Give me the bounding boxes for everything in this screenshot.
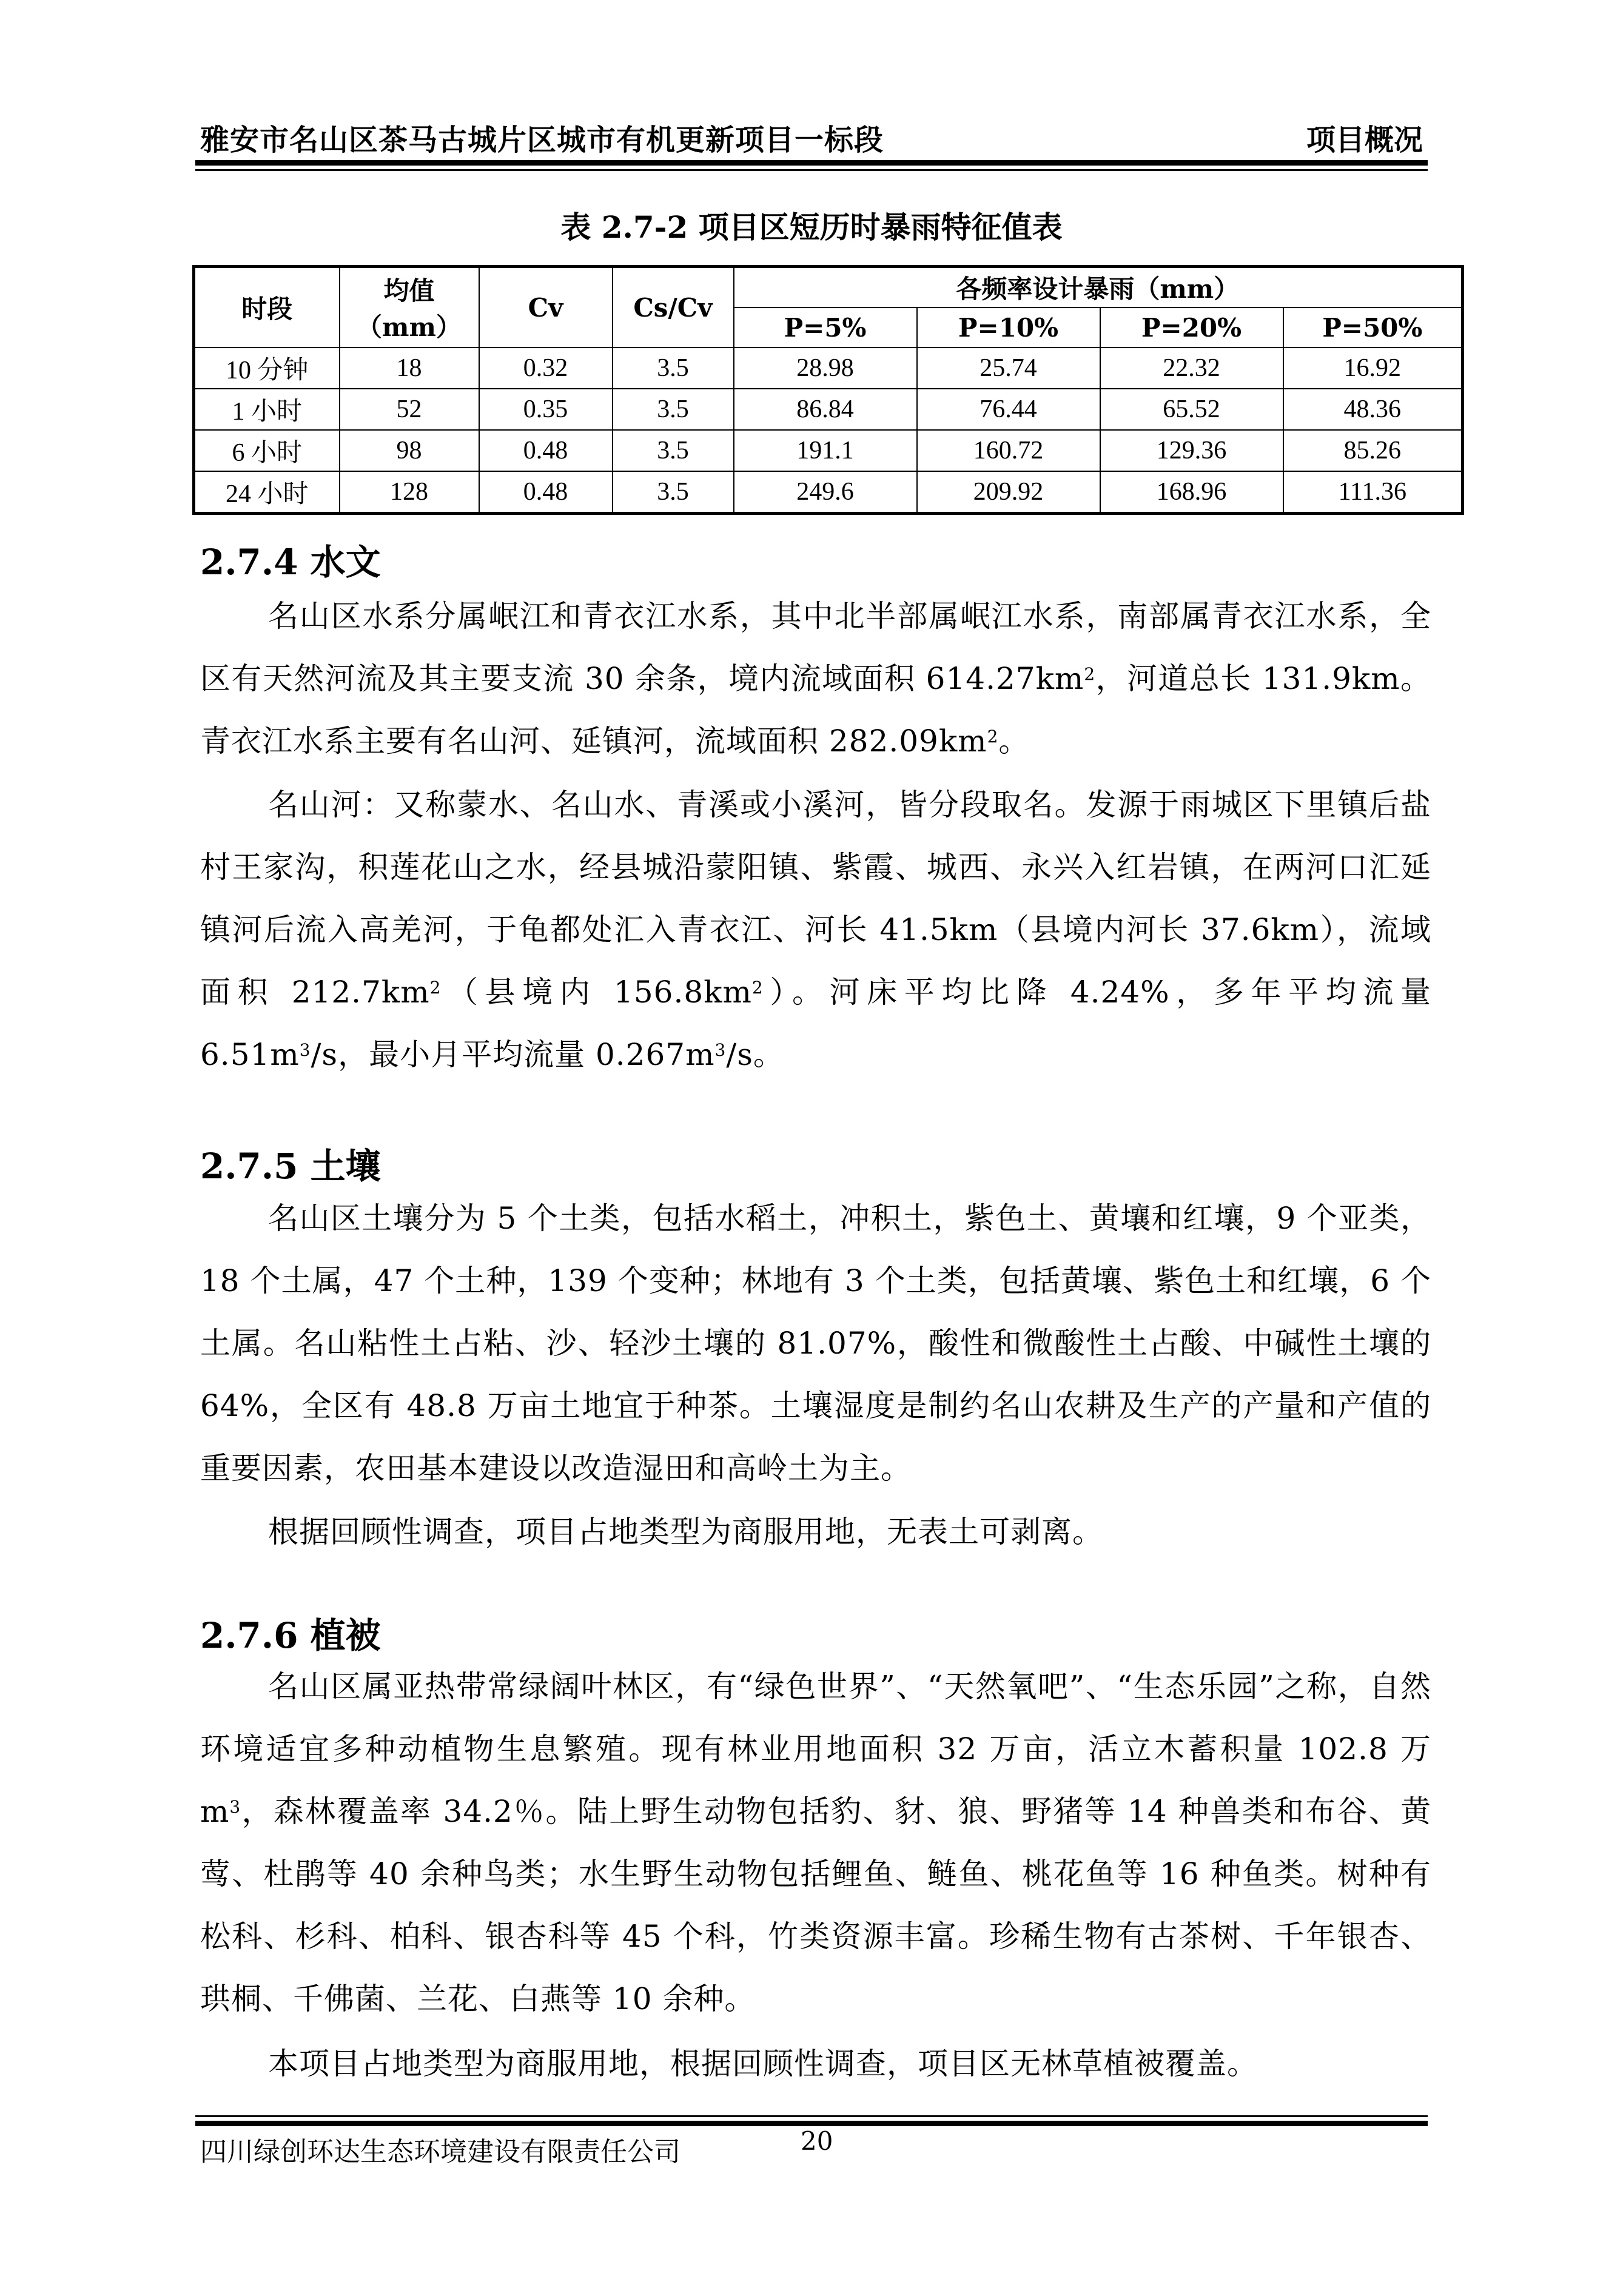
table-row (194, 471, 1463, 514)
table-cell: 16.92 (1283, 347, 1463, 389)
table-cell: 1 小时 (194, 389, 340, 430)
col-header-period: 时段 (194, 267, 340, 348)
table-cell: 10 分钟 (194, 347, 340, 389)
table-cell: 85.26 (1283, 430, 1463, 471)
header-rule-thin (195, 169, 1428, 171)
hydrology-paragraph-2: 名山河：又称蒙水、名山水、青溪或小溪河，皆分段取名。发源于雨城区下里镇后盐村王家沟，积莲花山之水，经县城沿蒙阳镇、紫霞、城西、永兴入红岩镇，在两河口汇延镇河后流入高羌河，于龟都处汇入青衣江、河长 41.5km（县境内河长 37.6km），流域面积 $212.7km^2$（县境内 $156.8km^2$）。河床平均比降 4.24%，多年平均流量 $6.51m^3/s$，最小月平均流量 $0.267m^3/s$。 (200, 787, 1431, 1072)
table-cell: 0.48 (479, 430, 613, 471)
table-cell: 24 小时 (194, 471, 340, 514)
table-cell: 3.5 (613, 389, 734, 430)
table-cell: 48.36 (1283, 389, 1463, 430)
vegetation-paragraph-1: 名山区属亚热带常绿阔叶林区，有“绿色世界”、“天然氧吧”、“生态乐园”之称，自然环境适宜多种动植物生息繁殖。现有林业用地面积 32 万亩，活立木蓄积量 102.8 万 $m^3$，森林覆盖率 34.2％。陆上野生动物包括豹、豺、狼、野猪等 14 种兽类和布谷、黄莺、杜鹃等 40 余种鸟类；水生野生动物包括鲤鱼、鲢鱼、桃花鱼等 16 种鱼类。树种有松科、杉科、柏科、银杏科等 45 个科，竹类资源丰富。珍稀生物有古茶树、千年银杏、珙桐、千佛菌、兰花、白燕等 10 余种。 (200, 1669, 1431, 2016)
table-cell: 86.84 (734, 389, 917, 430)
table-row (194, 389, 1463, 430)
table-cell: 52 (340, 389, 479, 430)
col-header-group: 各频率设计暴雨（mm） (734, 267, 1463, 308)
table-cell: 249.6 (734, 471, 917, 514)
header-title: 雅安市名山区茶马古城片区城市有机更新项目一标段 (200, 123, 884, 157)
section-heading-hydrology: 2.7.4 水文 (200, 542, 381, 583)
soil-paragraph-1: 名山区土壤分为 5 个土类，包括水稻土，冲积土，紫色土、黄壤和红壤，9 个亚类，18 个土属，47 个土种，139 个变种；林地有 3 个土类，包括黄壤、紫色土和红壤，6 个土属。名山粘性土占粘、沙、轻沙土壤的 81.07%，酸性和微酸性土占酸、中碱性土壤的 64%，全区有 48.8 万亩土地宜于种茶。土壤湿度是制约名山农耕及生产的产量和产值的重要因素，农田基本建设以改造湿田和高岭土为主。 (200, 1201, 1431, 1486)
table-cell: 209.92 (917, 471, 1100, 514)
rainstorm-table (192, 265, 1464, 515)
table-cell: 111.36 (1283, 471, 1463, 514)
table-cell: 98 (340, 430, 479, 471)
table-cell: 191.1 (734, 430, 917, 471)
vegetation-paragraph-2: 本项目占地类型为商服用地，根据回顾性调查，项目区无林草植被覆盖。 (268, 2046, 1258, 2081)
footer-rule-thick (195, 2121, 1428, 2126)
table-cell: 28.98 (734, 347, 917, 389)
section-heading-vegetation: 2.7.6 植被 (200, 1615, 381, 1656)
section-heading-soil: 2.7.5 土壤 (200, 1146, 381, 1187)
footer-company: 四川绿创环达生态环境建设有限责任公司 (200, 2137, 680, 2167)
table-cell: 3.5 (613, 347, 734, 389)
page-number: 20 (801, 2126, 833, 2156)
col-header-p20: P=20% (1100, 307, 1283, 347)
table-cell: 0.48 (479, 471, 613, 514)
col-header-cv: Cv (479, 267, 613, 348)
table-cell: 22.32 (1100, 347, 1283, 389)
col-header-p50: P=50% (1283, 307, 1463, 347)
table-cell: 76.44 (917, 389, 1100, 430)
table-cell: 0.35 (479, 389, 613, 430)
table-cell: 25.74 (917, 347, 1100, 389)
table-cell: 6 小时 (194, 430, 340, 471)
hydrology-paragraph-1: 名山区水系分属岷江和青衣江水系，其中北半部属岷江水系，南部属青衣江水系，全区有天然河流及其主要支流 30 余条，境内流域面积 $614.27km^2$，河道总长 131.9km。青衣江水系主要有名山河、延镇河，流域面积 $282.09km^2$。 (200, 599, 1431, 759)
table-cell: 65.52 (1100, 389, 1283, 430)
table-cell: 0.32 (479, 347, 613, 389)
table-cell: 18 (340, 347, 479, 389)
header-section: 项目概况 (1306, 123, 1423, 157)
table-row (194, 430, 1463, 471)
col-header-p10: P=10% (917, 307, 1100, 347)
header-rule-thick (195, 160, 1428, 166)
table-caption: 表 2.7-2 项目区短历时暴雨特征值表 (560, 209, 1063, 245)
table-cell: 160.72 (917, 430, 1100, 471)
table-cell: 3.5 (613, 471, 734, 514)
table-cell: 3.5 (613, 430, 734, 471)
soil-paragraph-2: 根据回顾性调查，项目占地类型为商服用地，无表土可剥离。 (268, 1514, 1103, 1549)
footer-rule-thin (195, 2115, 1428, 2117)
table-cell: 168.96 (1100, 471, 1283, 514)
table-row (194, 347, 1463, 389)
col-header-mean: 均值（mm） (340, 267, 479, 348)
col-header-cscv: Cs/Cv (613, 267, 734, 348)
col-header-p5: P=5% (734, 307, 917, 347)
table-cell: 129.36 (1100, 430, 1283, 471)
table-cell: 128 (340, 471, 479, 514)
